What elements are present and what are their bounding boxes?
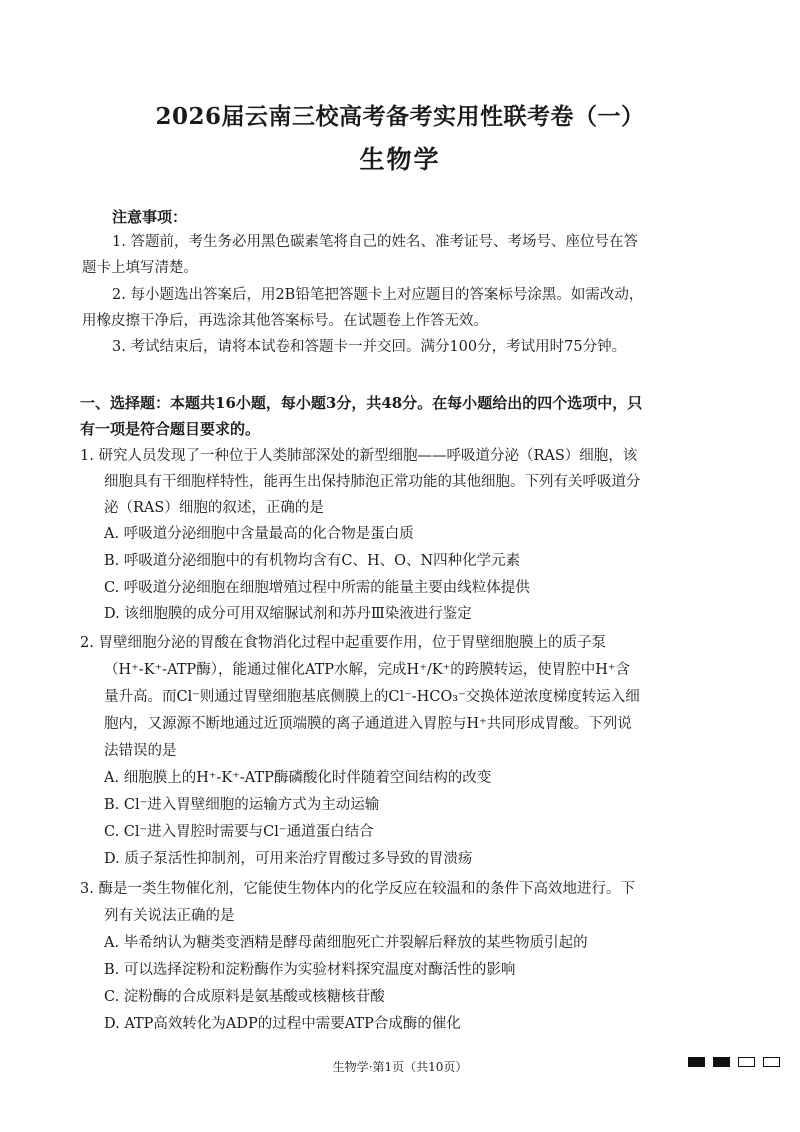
question-2-option-a: A. 细胞膜上的H⁺-K⁺-ATP酶磷酸化时伴随着空间结构的改变 [104,770,492,786]
open-square-mark [738,1057,755,1067]
page-footer: 生物学·第1页（共10页） [332,1060,468,1074]
question-2-stem: 量升高。而Cl⁻则通过胃壁细胞基底侧膜上的Cl⁻-HCO₃⁻交换体逆浓度梯度转运入细 [104,689,640,705]
question-2-stem: （H⁺-K⁺-ATP酶），能通过催化ATP水解，完成H⁺/K⁺的跨膜转运，使胃腔中H⁺含 [104,662,631,678]
question-3-option-a: A. 毕希纳认为糖类变酒精是酵母菌细胞死亡并裂解后释放的某些物质引起的 [104,935,588,951]
question-1-stem: 1. 研究人员发现了一种位于人类肺部深处的新型细胞——呼吸道分泌（RAS）细胞，该 [80,448,638,464]
question-3-stem: 列有关说法正确的是 [104,908,235,924]
question-2-option-b: B. Cl⁻进入胃壁细胞的运输方式为主动运输 [104,797,380,813]
notice-line: 3. 考试结束后，请将本试卷和答题卡一并交回。满分100分，考试用时75分钟。 [112,339,627,355]
notice-heading: 注意事项： [112,208,188,226]
filled-square-mark [713,1057,730,1067]
subject-title: 生物学 [359,145,441,174]
section-heading: 有一项是符合题目要求的。 [80,420,261,438]
notice-line: 用橡皮擦干净后，再选涂其他答案标号。在试题卷上作答无效。 [82,313,488,329]
notice-line: 2. 每小题选出答案后，用2B铅笔把答题卡上对应题目的答案标号涂黑。如需改动， [112,287,644,303]
exam-title: 2026届云南三校高考备考实用性联考卷（一） [155,103,645,130]
notice-line: 题卡上填写清楚。 [82,260,198,276]
question-1-option-a: A. 呼吸道分泌细胞中含量最高的化合物是蛋白质 [104,526,414,542]
question-3-option-d: D. ATP高效转化为ADP的过程中需要ATP合成酶的催化 [104,1016,461,1032]
question-2-stem: 2. 胃壁细胞分泌的胃酸在食物消化过程中起重要作用，位于胃壁细胞膜上的质子泵 [80,635,606,651]
question-2-stem: 胞内，又源源不断地通过近顶端膜的离子通道进入胃腔与H⁺共同形成胃酸。下列说 [104,716,632,732]
notice-line: 1. 答题前，考生务必用黑色碳素笔将自己的姓名、准考证号、考场号、座位号在答 [112,234,638,250]
question-2-stem: 法错误的是 [104,743,177,759]
section-heading: 一、选择题：本题共16小题，每小题3分，共48分。在每小题给出的四个选项中，只 [80,394,643,412]
question-3-option-b: B. 可以选择淀粉和淀粉酶作为实验材料探究温度对酶活性的影响 [104,962,516,978]
question-2-option-c: C. Cl⁻进入胃腔时需要与Cl⁻通道蛋白结合 [104,824,374,840]
question-1-option-b: B. 呼吸道分泌细胞中的有机物均含有C、H、O、N四种化学元素 [104,553,521,569]
page-marks [688,1057,780,1067]
question-1-stem: 细胞具有干细胞样特性，能再生出保持肺泡正常功能的其他细胞。下列有关呼吸道分 [104,474,641,490]
question-3-stem: 3. 酶是一类生物催化剂，它能使生物体内的化学反应在较温和的条件下高效地进行。下 [80,881,635,897]
question-1-option-d: D. 该细胞膜的成分可用双缩脲试剂和苏丹Ⅲ染液进行鉴定 [104,606,472,622]
question-2-option-d: D. 质子泵活性抑制剂，可用来治疗胃酸过多导致的胃溃疡 [104,851,473,867]
filled-square-mark [688,1057,705,1067]
question-1-stem: 泌（RAS）细胞的叙述，正确的是 [104,500,324,516]
open-square-mark [763,1057,780,1067]
question-1-option-c: C. 呼吸道分泌细胞在细胞增殖过程中所需的能量主要由线粒体提供 [104,580,530,596]
question-3-option-c: C. 淀粉酶的合成原料是氨基酸或核糖核苷酸 [104,989,385,1005]
